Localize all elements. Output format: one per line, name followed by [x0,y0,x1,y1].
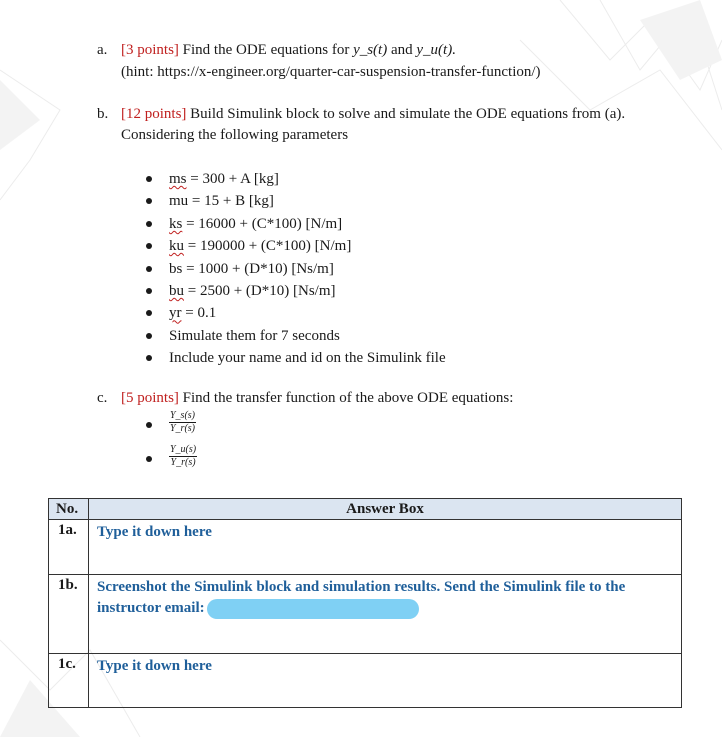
question-b-text: Build Simulink block to solve and simulate the ODE equations from (a). [190,106,626,122]
redacted-email [207,599,419,619]
answer-box-1c[interactable]: Type it down here [89,654,682,708]
tf1-numerator: Y_s(s) [170,410,196,421]
column-header-no: No. [49,499,89,520]
answer-box-1a[interactable]: Type it down here [89,520,682,575]
table-row [49,520,682,575]
tf2-denominator: Y_r(s) [170,457,196,468]
list-item: bs = 1000 + (D*10) [Ns/m] [146,258,446,280]
column-header-answer: Answer Box [89,499,682,520]
row-number: 1b. [49,575,89,654]
list-item: bu = 2500 + (D*10) [Ns/m] [146,280,446,302]
question-a-hint [121,62,541,83]
question-c-label: c. [97,390,108,406]
hint-text: (hint: https://x-engineer.org/quarter-car-suspension-transfer-function/) [121,64,541,80]
row-number: 1c. [49,654,89,708]
list-item: ku = 190000 + (C*100) [N/m] [146,235,446,257]
tf2-numerator: Y_u(s) [170,444,197,455]
question-b-points: [12 points] [121,106,187,122]
question-a-text: Find the ODE equations for [182,42,350,58]
question-c-points: [5 points] [121,390,179,406]
and-word: and [390,42,413,58]
list-item: ks = 16000 + (C*100) [N/m] [146,213,446,235]
tf1-denominator: Y_r(s) [170,423,196,434]
yu-symbol: y_u(t). [416,42,456,58]
ys-symbol: y_s(t) [353,42,388,58]
question-b-label: b. [97,106,109,122]
list-item: ms = 300 + A [kg] [146,168,446,190]
table-row [49,654,682,708]
table-row [49,575,682,654]
list-item: yr = 0.1 [146,302,446,324]
list-item: mu = 15 + B [kg] [146,190,446,212]
question-a-label: a. [97,42,108,58]
question-a-points: [3 points] [121,42,179,58]
list-item: Simulate them for 7 seconds [146,325,446,347]
answer-table [48,498,682,708]
question-c-text: Find the transfer function of the above ODE equations: [182,390,514,406]
question-b-line2 [121,125,348,146]
row-number: 1a. [49,520,89,575]
answer-box-1b[interactable]: Screenshot the Simulink block and simulation results. Send the Simulink file to the instructor email: [89,575,682,654]
table-header [49,499,682,520]
parameter-list [146,168,446,370]
question-b-text2: Considering the following parameters [121,127,349,143]
list-item: Include your name and id on the Simulink file [146,347,446,369]
